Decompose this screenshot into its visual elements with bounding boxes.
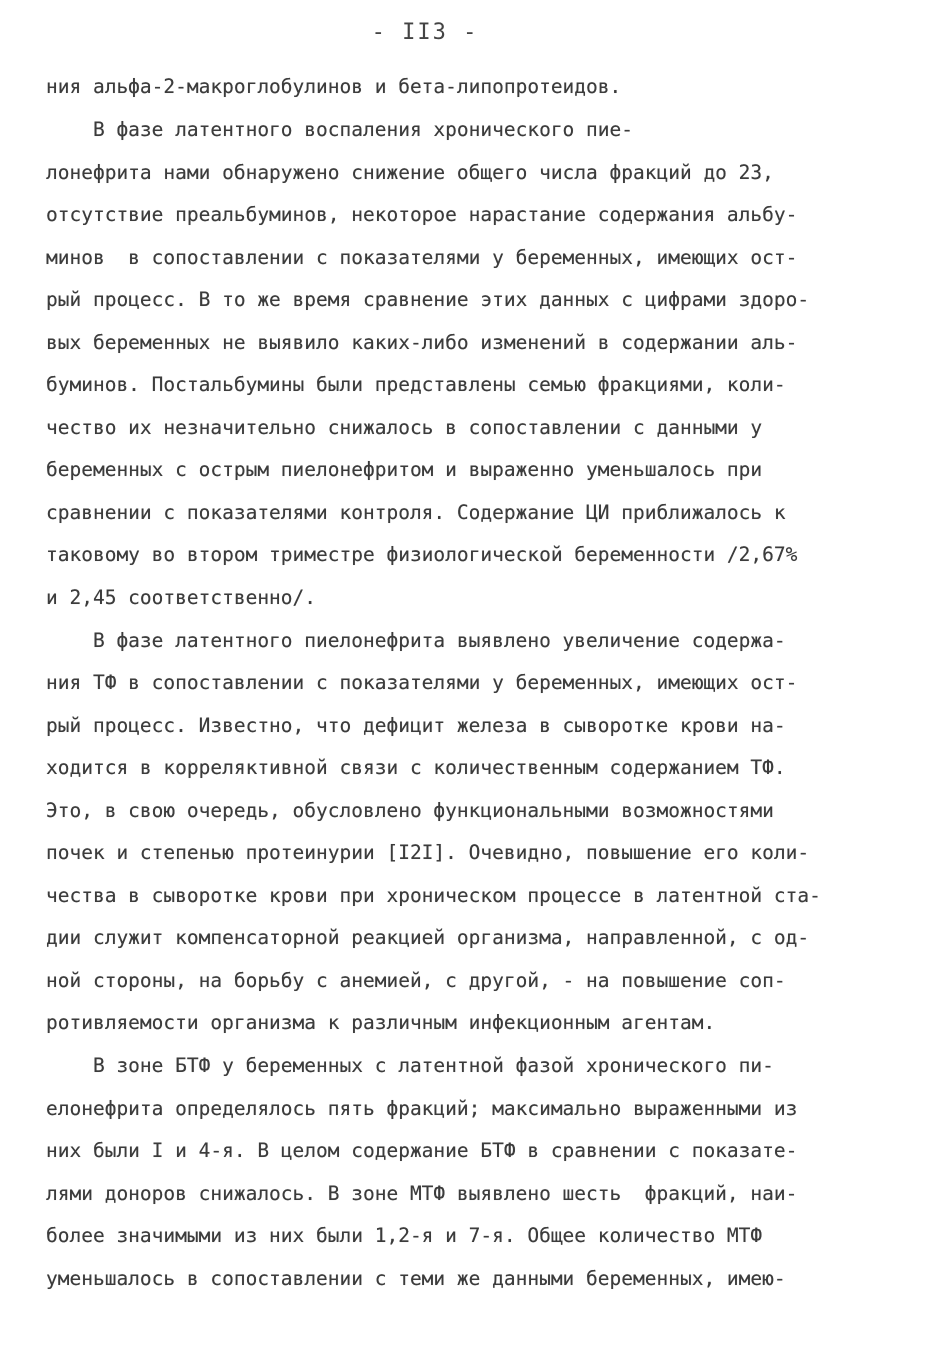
text-line: буминов. Постальбумины были представлены семью фракциями, коли- — [46, 373, 786, 396]
text-line: елонефрита определялось пять фракций; максимально выраженными из — [46, 1097, 798, 1120]
text-line: лями доноров снижалось. В зоне МТФ выявлено шесть фракций, наи- — [46, 1182, 798, 1205]
text-line: чество их незначительно снижалось в сопоставлении с данными у — [46, 416, 763, 439]
text-line: рый процесс. Известно, что дефицит железа в сыворотке крови на- — [46, 714, 786, 737]
text-line: ния ТФ в сопоставлении с показателями у беременных, имеющих ост- — [46, 671, 798, 694]
text-line: них были I и 4-я. В целом содержание БТФ в сравнении с показате- — [46, 1139, 798, 1162]
text-line: чества в сыворотке крови при хроническом процессе в латентной ста- — [46, 884, 821, 907]
text-line: ходится в корреляктивной связи с количественным содержанием ТФ. — [46, 756, 786, 779]
text-line: В фазе латентного воспаления хронического пие- — [46, 118, 633, 141]
text-line: и 2,45 соответственно/. — [46, 586, 317, 609]
text-line: ротивляемости организма к различным инфекционным агентам. — [46, 1011, 716, 1034]
text-line: ния альфа-2-макроглобулинов и бета-липопротеидов. — [46, 75, 622, 98]
text-line: уменьшалось в сопоставлении с теми же данными беременных, имею- — [46, 1267, 786, 1290]
text-line: Это, в свою очередь, обусловлено функциональными возможностями — [46, 799, 774, 822]
text-line: сравнении с показателями контроля. Содержание ЦИ приближалось к — [46, 501, 786, 524]
text-line: рый процесс. В то же время сравнение этих данных с цифрами здоро- — [46, 288, 810, 311]
text-line: лонефрита нами обнаружено снижение общего числа фракций до 23, — [46, 161, 774, 184]
text-line: более значимыми из них были 1,2-я и 7-я. Общее количество МТФ — [46, 1224, 763, 1247]
text-line: В зоне БТФ у беременных с латентной фазой хронического пи- — [46, 1054, 774, 1077]
text-line: почек и степенью протеинурии [I2I]. Очевидно, повышение его коли- — [46, 841, 810, 864]
text-line: дии служит компенсаторной реакцией организма, направленной, с од- — [46, 926, 810, 949]
text-line: отсутствие преальбуминов, некоторое нарастание содержания альбу- — [46, 203, 798, 226]
text-line: таковому во втором триместре физиологической беременности /2,67% — [46, 543, 798, 566]
text-line: минов в сопоставлении с показателями у беременных, имеющих ост- — [46, 246, 798, 269]
text-line: ной стороны, на борьбу с анемией, с другой, - на повышение соп- — [46, 969, 786, 992]
page-number: - II3 - — [371, 20, 479, 45]
text-line: вых беременных не выявило каких-либо изменений в содержании аль- — [46, 331, 798, 354]
text-line: В фазе латентного пиелонефрита выявлено увеличение содержа- — [46, 629, 786, 652]
text-line: беременных с острым пиелонефритом и выраженно уменьшалось при — [46, 458, 763, 481]
